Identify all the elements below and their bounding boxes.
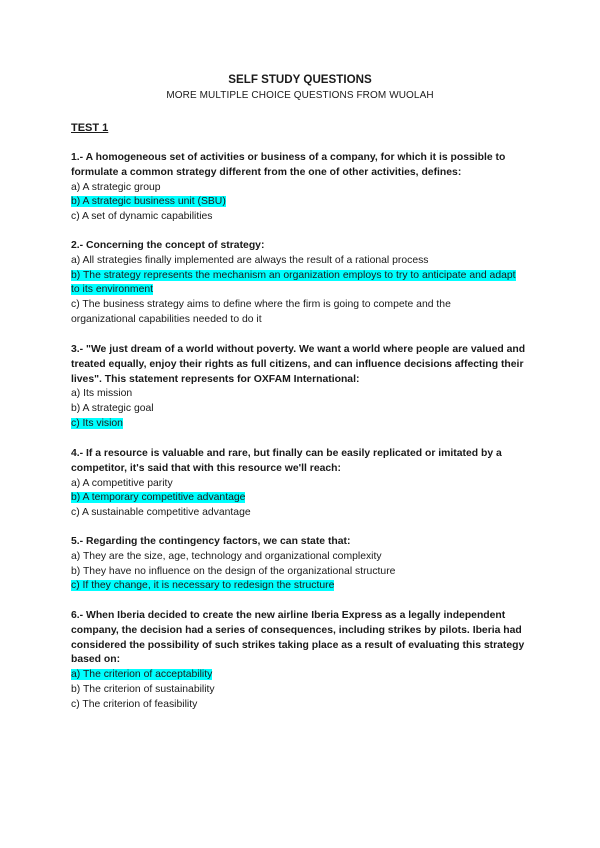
question-2: [71, 239, 531, 328]
option-c: c) A sustainable competitive advantage: [71, 507, 251, 519]
option-a: a) A competitive parity: [71, 477, 173, 489]
option-b-highlighted: b) A temporary competitive advantage: [71, 492, 246, 504]
option-a: a) Its mission: [71, 388, 133, 400]
option-c-highlighted: c) Its vision: [71, 417, 123, 429]
question-text: 5.- Regarding the contingency factors, we can state that:: [71, 536, 351, 547]
option-a-highlighted: a) The criterion of acceptability: [71, 669, 213, 681]
option-c: c) The business strategy aims to define where the firm is going to compete and the organizational capabilities needed to do it: [71, 299, 451, 325]
option-c: c) The criterion of feasibility: [71, 698, 198, 710]
option-b-highlighted: b) The strategy represents the mechanism an organization employs to try to anticipate and adapt to its environment: [71, 269, 516, 296]
page-title: SELF STUDY QUESTIONS: [228, 73, 372, 86]
option-a: a) A strategic group: [71, 181, 161, 193]
option-b: b) The criterion of sustainability: [71, 683, 215, 695]
test-heading: TEST 1: [71, 122, 109, 134]
option-a: a) All strategies finally implemented are always the result of a rational process: [71, 254, 429, 266]
question-text: 4.- If a resource is valuable and rare, but finally can be easily replicated or imitated by a competitor, it's said that with this resource we'll reach:: [71, 448, 502, 474]
option-a: a) They are the size, age, technology and organizational complexity: [71, 550, 382, 562]
question-4: [71, 447, 531, 521]
option-b-highlighted: b) A strategic business unit (SBU): [71, 196, 226, 208]
page-subtitle: MORE MULTIPLE CHOICE QUESTIONS FROM WUOLAH: [166, 90, 434, 101]
question-3: [71, 343, 531, 432]
option-b: b) They have no influence on the design of the organizational structure: [71, 565, 396, 577]
question-5: [71, 535, 531, 594]
option-c: c) A set of dynamic capabilities: [71, 211, 213, 223]
option-c-highlighted: c) If they change, it is necessary to redesign the structure: [71, 580, 335, 592]
question-text: 6.- When Iberia decided to create the new airline Iberia Express as a legally independent company, the decision had a series of consequences, including strikes by pilots. Iberia had considered the possibility of such strikes taking place as a result of evaluating this strategy based on:: [71, 610, 525, 666]
option-b: b) A strategic goal: [71, 403, 154, 415]
question-text: 3.- "We just dream of a world without poverty. We want a world where people are valued and treated equally, enjoy their rights as full citizens, and can influence decisions affecting their lives". This statement represents for OXFAM International:: [71, 344, 526, 385]
question-text: 2.- Concerning the concept of strategy:: [71, 240, 265, 251]
question-text: 1.- A homogeneous set of activities or business of a company, for which it is possible to formulate a common strategy different from the one of other activities, defines:: [71, 152, 506, 178]
question-1: [71, 151, 531, 225]
question-6: [71, 609, 531, 713]
